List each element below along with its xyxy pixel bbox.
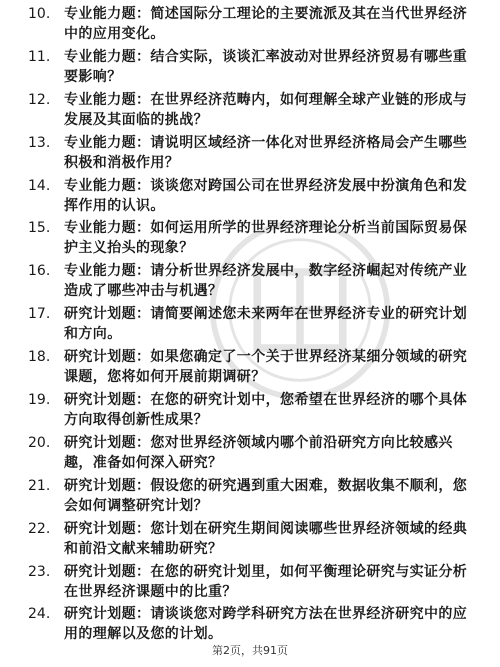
question-number: 16. — [28, 263, 51, 280]
question-text: 研究计划题：请谈谈您对跨学科研究方法在世界经济研究中的应用的理解以及您的计划。 — [64, 606, 468, 643]
question-text: 研究计划题：请简要阐述您未来两年在世界经济专业的研究计划和方向。 — [64, 306, 468, 343]
question-number: 10. — [28, 6, 51, 22]
question-number: 19. — [28, 392, 51, 409]
page-indicator: 第2页，共91页 — [212, 644, 288, 657]
list-item — [0, 47, 500, 90]
list-item — [0, 261, 500, 304]
question-text: 专业能力题：请说明区域经济一体化对世界经济格局会产生哪些积极和消极作用？ — [64, 134, 468, 171]
question-text: 专业能力题：在世界经济范畴内，如何理解全球产业链的形成与发展及其面临的挑战？ — [64, 91, 468, 128]
question-number: 20. — [28, 434, 51, 451]
question-number: 18. — [28, 349, 51, 366]
list-item — [0, 604, 500, 647]
question-text: 专业能力题：结合实际，谈谈汇率波动对世界经济贸易有哪些重要影响？ — [64, 48, 468, 85]
question-number: 12. — [28, 91, 51, 108]
list-item — [0, 133, 500, 176]
question-text: 研究计划题：在您的研究计划中，您希望在世界经济的哪个具体方向取得创新性成果？ — [64, 392, 468, 429]
question-number: 21. — [28, 477, 51, 494]
question-text: 研究计划题：假设您的研究遇到重大困难，数据收集不顺利，您会如何调整研究计划？ — [64, 477, 468, 514]
question-number: 15. — [28, 220, 51, 237]
list-item — [0, 218, 500, 261]
question-text: 专业能力题：如何运用所学的世界经济理论分析当前国际贸易保护主义抬头的现象？ — [64, 220, 468, 257]
question-text: 研究计划题：您对世界经济领域内哪个前沿研究方向比较感兴趣，准备如何深入研究？ — [64, 434, 453, 471]
question-text: 研究计划题：在您的研究计划里，如何平衡理论研究与实证分析在世界经济课题中的比重？ — [64, 563, 468, 600]
list-item — [0, 347, 500, 390]
question-list — [0, 4, 500, 647]
question-text: 研究计划题：如果您确定了一个关于世界经济某细分领域的研究课题，您将如何开展前期调研？ — [64, 349, 468, 386]
question-text: 研究计划题：您计划在研究生期间阅读哪些世界经济领域的经典和前沿文献来辅助研究？ — [64, 520, 468, 557]
list-item — [0, 90, 500, 133]
list-item — [0, 304, 500, 347]
list-item — [0, 519, 500, 562]
question-number: 11. — [28, 48, 51, 65]
question-number: 23. — [28, 563, 51, 580]
question-number: 17. — [28, 306, 51, 323]
list-item — [0, 433, 500, 476]
question-number: 14. — [28, 177, 51, 194]
question-text: 专业能力题：简述国际分工理论的主要流派及其在当代世界经济中的应用变化。 — [64, 6, 468, 42]
list-item — [0, 476, 500, 519]
question-number: 13. — [28, 134, 51, 151]
question-number: 22. — [28, 520, 51, 537]
question-text: 专业能力题：请分析世界经济发展中，数字经济崛起对传统产业造成了哪些冲击与机遇？ — [64, 263, 468, 300]
question-number: 24. — [28, 606, 51, 623]
question-text: 专业能力题：谈谈您对跨国公司在世界经济发展中扮演角色和发挥作用的认识。 — [64, 177, 468, 214]
list-item — [0, 390, 500, 433]
list-item — [0, 4, 500, 47]
list-item — [0, 176, 500, 219]
list-item — [0, 562, 500, 605]
